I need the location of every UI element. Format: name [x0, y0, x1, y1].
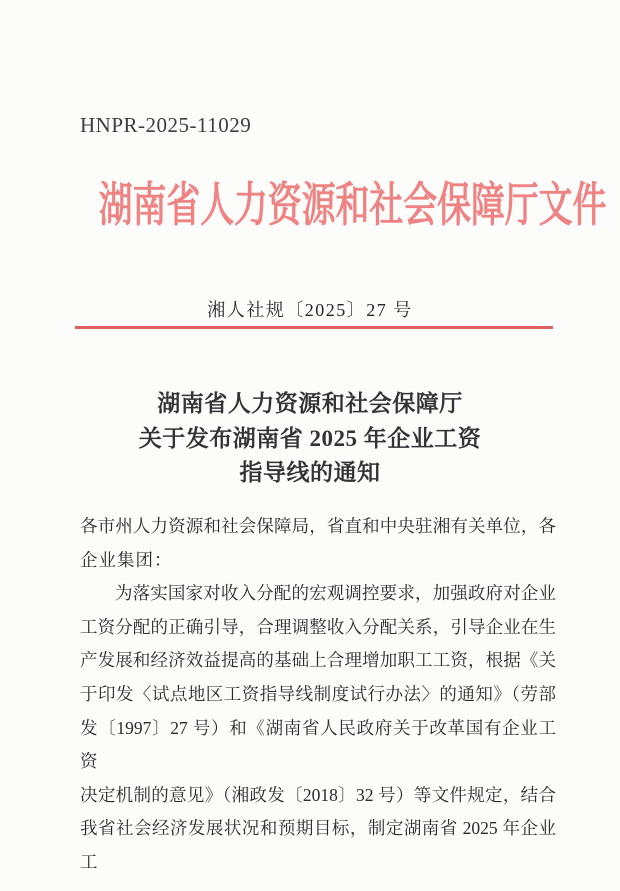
- notice-title: [72, 387, 548, 491]
- notice-title-line-2: 关于发布湖南省 2025 年企业工资: [138, 425, 482, 451]
- notice-title-line-3: 指导线的通知: [239, 460, 381, 485]
- agency-header-title: 湖南省人力资源和社会保障厅文件: [98, 180, 607, 232]
- agency-header: [0, 179, 620, 233]
- salutation-line-1: 各市州人力资源和社会保障局，省直和中央驻湘有关单位，各: [80, 516, 556, 536]
- body-text: [80, 510, 556, 880]
- doc-number: 湘人社规〔2025〕27 号: [207, 300, 413, 320]
- doc-code: HNPR-2025-11029: [80, 113, 252, 137]
- red-divider-rule: [75, 326, 553, 329]
- body-line-3: 产发展和经济效益提高的基础上合理增加职工工资，根据《关: [80, 650, 556, 671]
- body-line-6: 决定机制的意见》（湘政发〔2018〕32 号）等文件规定，结合: [80, 784, 556, 805]
- notice-title-line-1: 湖南省人力资源和社会保障厅: [157, 391, 463, 416]
- body-line-2: 工资分配的正确引导，合理调整收入分配关系，引导企业在生: [80, 616, 556, 637]
- salutation-line-2: 企业集团：: [80, 549, 173, 570]
- body-line-1: 为落实国家对收入分配的宏观调控要求，加强政府对企业: [115, 583, 556, 604]
- body-line-5: 发〔1997〕27 号）和《湖南省人民政府关于改革国有企业工资: [80, 717, 556, 772]
- body-line-4: 于印发〈试点地区工资指导线制度试行办法〉的通知》（劳部: [80, 683, 556, 704]
- body-line-7: 我省社会经济发展状况和预期目标，制定湖南省 2025 年企业工: [80, 818, 556, 872]
